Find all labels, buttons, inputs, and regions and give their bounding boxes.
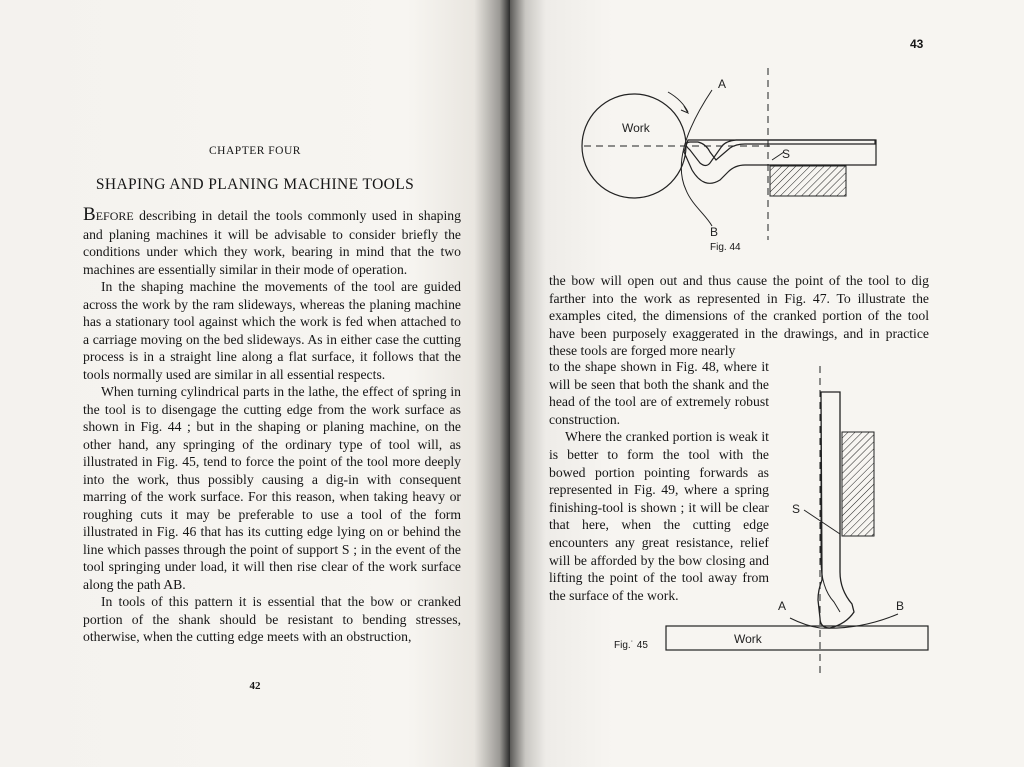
page-number-left: 42	[249, 680, 261, 692]
chapter-title: SHAPING AND PLANING MACHINE TOOLS	[95, 176, 415, 193]
fig45-label-s: S	[792, 502, 801, 516]
paragraph-2: In the shaping machine the movements of the tool are guided across the work by the ram slideways, whereas the planing machine has a stationary tool against which the work is fed when attached to a carriage moving on the bed slideways. As in either case the cutting process is in a straight line along a flat surface, it follows that the tools normally used are similar in all essential respects.	[83, 279, 461, 382]
fig44-label-a: A	[718, 77, 727, 91]
small-caps-word: EFORE	[95, 209, 134, 223]
paragraph-3: When turning cylindrical parts in the lathe, the effect of spring in the tool is to disengage the cutting edge from the work surface as shown in Fig. 44 ; but in the shaping or planing machine, on the other hand, any springing of the ordinary type of tool will, as illustrated in Fig. 45, tend to force the point of the tool more deeply into the work, thus possibly causing a dig-in with consequent marring of the work surface. For this reason, when taking heavy or roughing cuts it may be preferable to use a tool of the form illustrated in Fig. 46 that has its cutting edge lying on or behind the line which passes through the point of support S ; in the event of the tool springing under load, it will then rise clear of the work surface along the path AB.	[83, 384, 461, 592]
fig45-tool-inner	[821, 392, 840, 612]
paragraph-1-text: describing in detail the tools commonly used in shaping and planing machines it will be advisable to consider briefly the conditions under which they work, bearing in mind that the two machines are essentially similar in their mode of operation.	[83, 208, 461, 277]
fig45-support-block	[842, 432, 874, 536]
paragraph-4: In tools of this pattern it is essential that the bow or cranked portion of the shank should be resistant to bending stresses, otherwise, when the cutting edge meets with an obstruction,	[83, 594, 461, 644]
drop-cap: B	[83, 204, 96, 225]
right-paragraph-1-cont: to the shape shown in Fig. 48, where it will be seen that both the shank and the head of the tool are of extremely robust construction.	[549, 359, 769, 427]
fig45-diagram	[666, 366, 928, 676]
fig44-support-block	[770, 166, 846, 196]
fig45-work-block	[666, 626, 928, 650]
right-paragraph-1: the bow will open out and thus cause the point of the tool to dig farther into the work as represented in Fig. 47. To illustrate the examples cited, the dimensions of the cranked portion of the tool have been purposely exaggerated in the drawings, and in practice these tools are forged more nearly	[549, 273, 929, 359]
fig45-work-label: Work	[734, 632, 762, 646]
fig44-tool	[686, 140, 875, 166]
fig44-label-s: S	[782, 147, 791, 161]
fig44-caption: Fig. 44	[710, 242, 741, 253]
fig45-caption: Fig.˙ 45	[614, 640, 648, 651]
page-number-right: 43	[910, 37, 924, 51]
chapter-number: CHAPTER FOUR	[209, 145, 301, 157]
fig44-diagram	[582, 68, 876, 240]
right-paragraph-2: Where the cranked portion is weak it is better to form the tool with the bowed portion pointing forwards as represented in Fig. 49, where a spring finishing-tool is shown ; it will be clear that here, when the cutting edge encounters any great resistance, relief will be afforded by the bow closing and lifting the point of the tool away from the surface of the work.	[549, 429, 769, 603]
fig45-label-b: B	[896, 599, 905, 613]
fig44-label-b: B	[710, 225, 719, 239]
fig45-label-a: A	[778, 599, 787, 613]
fig44-work-label: Work	[622, 121, 650, 135]
